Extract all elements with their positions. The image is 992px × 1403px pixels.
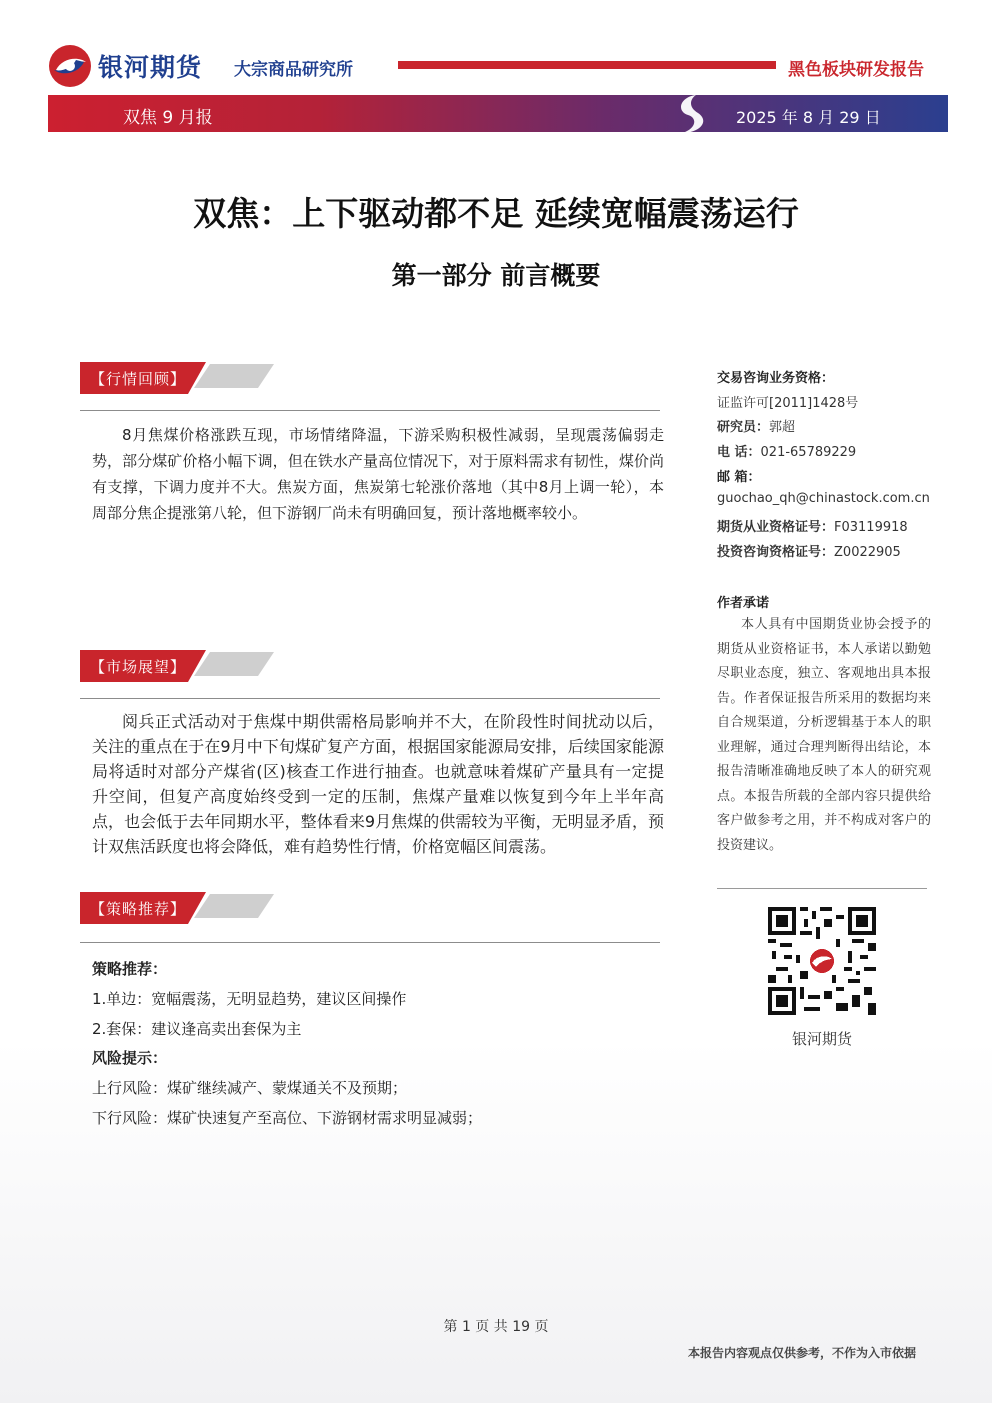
advisory-cert-row	[717, 541, 901, 560]
license-number: 证监许可[2011]1428号	[717, 396, 859, 411]
futures-cert-label: 期货从业资格证号：	[717, 520, 835, 535]
page-number: 第 1 页 共 19 页	[443, 1319, 549, 1335]
strategy-item: 1.单边：宽幅震荡，无明显趋势，建议区间操作	[92, 990, 407, 1008]
risk-title: 风险提示：	[92, 1049, 168, 1067]
phone-number: 021-65789229	[760, 445, 857, 460]
section-rule	[80, 410, 660, 411]
right-column-rule	[717, 888, 927, 889]
section-rule	[80, 698, 660, 699]
report-series: 双焦 9 月报	[123, 108, 213, 128]
market-review-text: 8月焦煤价格涨跌互现，市场情绪降温，下游采购积极性减弱，呈现震荡偏弱走势，部分煤矿价格小幅下调，但在铁水产量高位情况下，对于原料需求有韧性，煤价尚有支撑，下调力度并不大。焦炭方面，焦炭第七轮涨价落地（其中8月上调一轮），本周部分焦企提涨第八轮，但下游钢厂尚未有明确回复，预计落地概率较小。	[92, 426, 664, 522]
qualification-title: 交易咨询业务资格：	[717, 371, 835, 386]
section-tag-strategy	[80, 892, 274, 924]
qr-code-icon[interactable]	[768, 907, 876, 1015]
strategy-title: 策略推荐：	[92, 960, 168, 978]
report-date: 2025 年 8 月 29 日	[736, 108, 881, 127]
qr-caption: 银河期货	[791, 1030, 852, 1048]
section-tag-label: 【市场展望】	[90, 658, 187, 676]
swirl-icon	[666, 93, 716, 135]
risk-item: 下行风险：煤矿快速复产至高位、下游钢材需求明显减弱；	[92, 1109, 483, 1127]
section-tag-review	[80, 362, 274, 394]
advisory-cert-number: Z0022905	[834, 545, 901, 560]
phone-row	[717, 441, 856, 460]
researcher-label: 研究员：	[717, 420, 770, 435]
researcher-name: 郭超	[769, 420, 796, 435]
strategy-item: 2.套保：建议逢高卖出套保为主	[92, 1020, 302, 1038]
section-tag-outlook	[80, 650, 274, 682]
pledge-title: 作者承诺	[717, 596, 770, 611]
section-rule	[80, 942, 660, 943]
report-type: 黑色板块研发报告	[788, 60, 924, 80]
market-outlook-text: 阅兵正式活动对于焦煤中期供需格局影响并不大，在阶段性时间扰动以后，关注的重点在于在9月中下旬煤矿复产方面，根据国家能源局安排，后续国家能源局将适时对部分产煤省(区)核查工作进行抽查。也就意味着煤矿产量具有一定提升空间，但复产高度始终受到一定的压制，焦煤产量难以恢复到今年上半年高点，也会低于去年同期水平，整体看来9月焦煤的供需较为平衡，无明显矛盾，预计双焦活跃度也将会降低，难有趋势性行情，价格宽幅区间震荡。	[92, 712, 664, 856]
email-label: 邮 箱：	[717, 470, 761, 485]
report-title: 双焦：上下驱动都不足 延续宽幅震荡运行	[193, 194, 799, 233]
researcher-row	[717, 416, 795, 435]
advisory-cert-label: 投资咨询资格证号：	[717, 545, 835, 560]
section-tag-label: 【策略推荐】	[90, 900, 187, 918]
email-address[interactable]: guochao_qh@chinastock.com.cn	[717, 491, 930, 506]
futures-cert-row	[717, 516, 908, 535]
disclaimer: 本报告内容观点仅供参考，不作为入市依据	[688, 1346, 917, 1360]
pledge-text: 本人具有中国期货业协会授予的期货从业资格证书，本人承诺以勤勉尽职业态度，独立、客观地出具本报告。作者保证报告所采用的数据均来自合规渠道，分析逻辑基于本人的职业理解，通过合理判断得出结论，本报告清晰准确地反映了本人的研究观点。本报告所载的全部内容只提供给客户做参考之用，并不构成对客户的投资建议。	[717, 617, 931, 853]
institute-name: 大宗商品研究所	[234, 60, 353, 80]
phone-label: 电 话：	[717, 445, 761, 460]
section-tag-label: 【行情回顾】	[90, 370, 187, 388]
header-divider	[398, 61, 776, 69]
brand-name: 银河期货	[98, 53, 203, 82]
risk-item: 上行风险：煤矿继续减产、蒙煤通关不及预期；	[92, 1079, 408, 1097]
futures-cert-number: F03119918	[834, 520, 908, 535]
galaxy-logo-icon	[48, 44, 92, 88]
section-heading: 第一部分 前言概要	[391, 261, 601, 290]
